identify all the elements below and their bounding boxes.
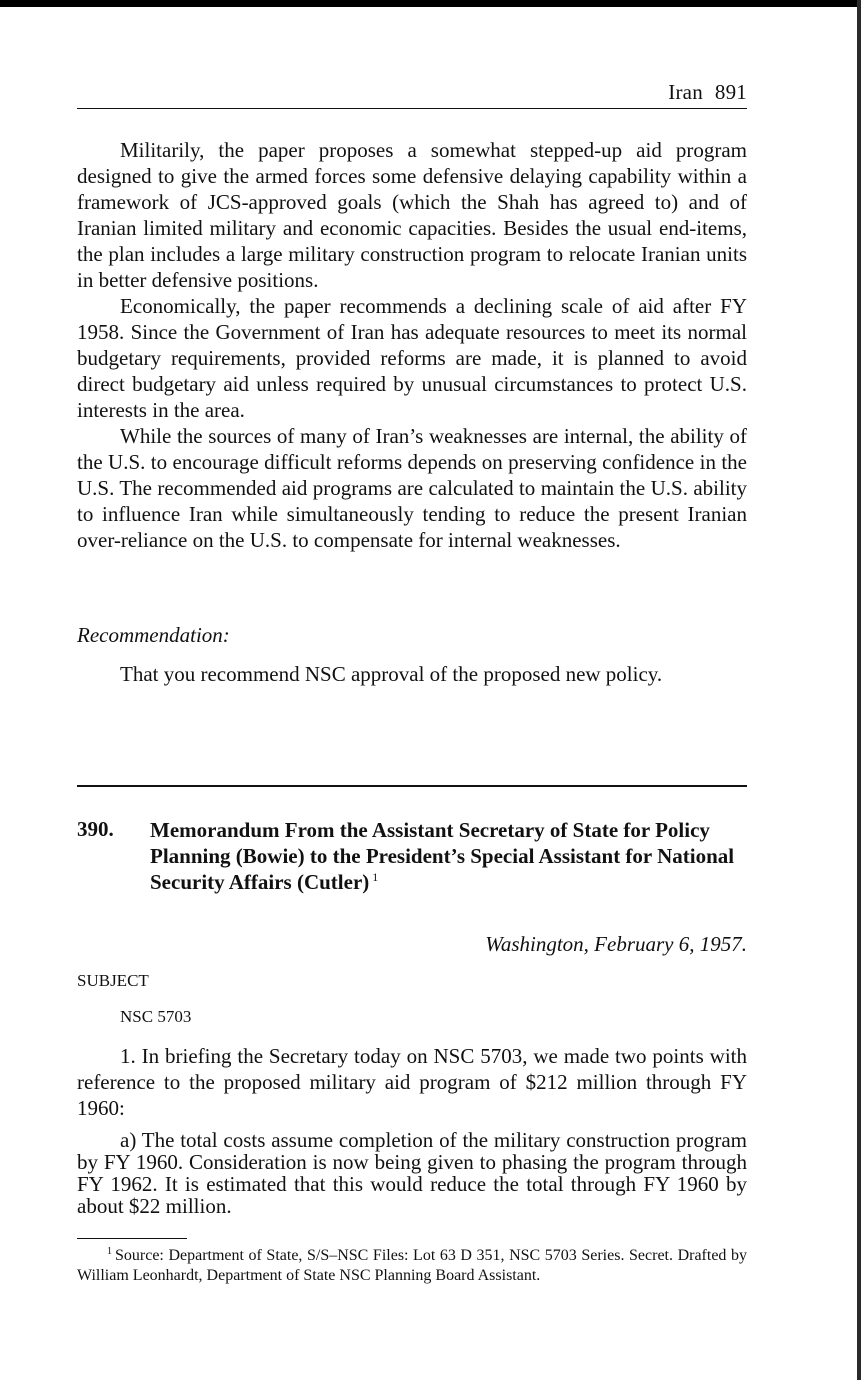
body-text <box>77 137 747 553</box>
scan-right-edge <box>857 0 861 1380</box>
footnote-text: Source: Department of State, S/S–NSC Files: Lot 63 D 351, NSC 5703 Series. Secret. Drafted by William Leonhardt, Department of State NSC Planning Board Assistant. <box>77 1247 747 1284</box>
dateline: Washington, February 6, 1957. <box>485 932 747 956</box>
running-title: Iran <box>668 80 703 104</box>
document-number: 390. <box>77 817 114 841</box>
memo-paragraph-a: a) The total costs assume completion of the military construction program by FY 1960. Consideration is now being given to phasing the program through FY 1962. It is estimated that this would reduce the total through FY 1960 by about $22 million. <box>77 1128 747 1218</box>
subject-value: NSC 5703 <box>120 1007 192 1026</box>
document-title <box>150 817 747 895</box>
subject-label: SUBJECT <box>77 971 149 990</box>
recommendation-label: Recommendation: <box>77 623 230 647</box>
footnote-rule <box>77 1238 187 1239</box>
document-title-text: Memorandum From the Assistant Secretary of State for Policy Planning (Bowie) to the President’s Special Assistant for National Security Affairs (Cutler) <box>150 818 735 894</box>
document-separator-rule <box>77 785 747 787</box>
header-rule <box>77 108 747 109</box>
body-paragraph-weaknesses: While the sources of many of Iran’s weaknesses are internal, the ability of the U.S. to encourage difficult reforms depends on preserving confidence in the U.S. The recommended aid programs are calculated to maintain the U.S. ability to influence Iran while simultaneously tending to reduce the present Iranian over-reliance on the U.S. to compensate for internal weaknesses. <box>77 424 747 552</box>
body-paragraph-economic: Economically, the paper recommends a declining scale of aid after FY 1958. Since the Government of Iran has adequate resources to meet its normal budgetary requirements, provided reforms are made, it is planned to avoid direct budgetary aid unless required by unusual circumstances to protect U.S. interests in the area. <box>77 294 747 422</box>
running-header <box>668 80 747 105</box>
page-number: 891 <box>714 80 747 104</box>
recommendation-text: That you recommend NSC approval of the proposed new policy. <box>120 662 663 686</box>
footnote-reference: 1 <box>372 870 379 884</box>
footnote <box>77 1246 747 1286</box>
body-paragraph-military: Militarily, the paper proposes a somewhat stepped-up aid program designed to give the armed forces some defensive delaying capability within a framework of JCS-approved goals (which the Shah has agreed to) and of Iranian limited military and economic capacities. Besides the usual end-items, the plan includes a large military construction program to relocate Iranian units in better defensive positions. <box>77 138 747 292</box>
memo-paragraph-1: 1. In briefing the Secretary today on NSC 5703, we made two points with reference to the proposed military aid program of $212 million through FY 1960: <box>77 1044 747 1120</box>
scan-top-border <box>0 0 861 7</box>
footnote-marker: 1 <box>107 1246 112 1257</box>
